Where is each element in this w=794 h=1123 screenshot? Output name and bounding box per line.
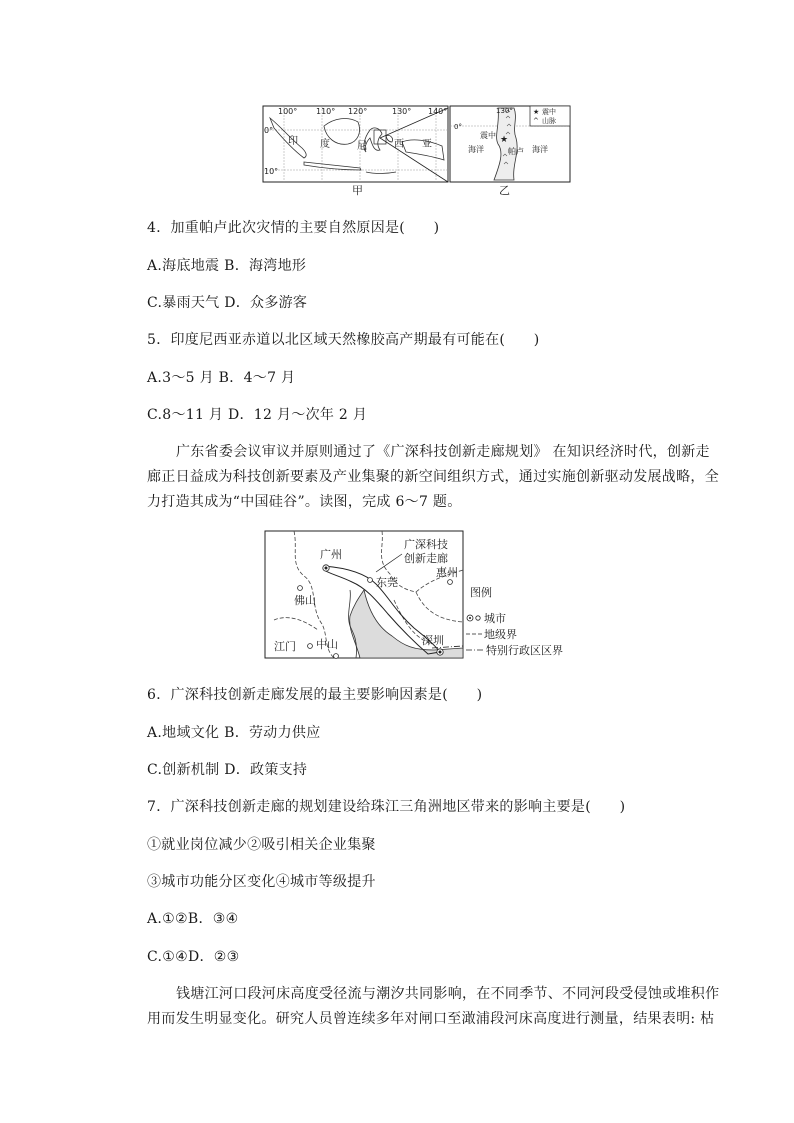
passage-1-line-1: 广东省委会议审议并原则通过了《广深科技创新走廊规划》 在知识经济时代，创新走 <box>176 444 710 460</box>
yi-place-ocean-left: 海洋 <box>468 145 484 154</box>
city-marker-dongguan <box>368 578 373 583</box>
city-marker-foshan <box>298 586 303 591</box>
lon-label-100: 100° <box>278 107 298 116</box>
place-label-ya: 亚 <box>422 139 432 150</box>
city-label-jiangmen: 江门 <box>274 640 296 653</box>
question-5-options-cd: C.8～11 月 D．12 月～次年 2 月 <box>147 407 368 423</box>
question-7-stem: 7．广深科技创新走廊的规划建设给珠江三角洲地区带来的影响主要是( ) <box>147 799 626 815</box>
lon-label-130: 130° <box>392 107 412 116</box>
yi-lon-label-130: 130° <box>496 107 513 115</box>
question-7-statements-2: ③城市功能分区变化④城市等级提升 <box>147 874 376 890</box>
question-7-options-cd: C.①④D．②③ <box>147 949 240 965</box>
legend-city-label: 城市 <box>484 612 506 625</box>
legend-label-mountain: 山脉 <box>542 117 556 125</box>
corridor-label-line-2: 创新走廊 <box>404 552 448 565</box>
city-marker-huizhou <box>448 580 453 585</box>
question-6-options-cd: C.创新机制 D．政策支持 <box>147 762 308 778</box>
city-label-shenzhen: 深圳 <box>422 634 444 647</box>
question-5-options-ab: A.3～5 月 B．4～7 月 <box>147 370 296 386</box>
city-label-foshan: 佛山 <box>294 594 316 607</box>
city-label-dongguan: 东莞 <box>376 576 398 589</box>
city-label-guangzhou: 广州 <box>320 548 342 561</box>
yi-place-palu: 帕卢 <box>508 147 524 156</box>
legend-mountain-icon: ^ <box>533 117 539 125</box>
legend-star-icon: ★ <box>533 108 540 116</box>
city-marker-zhongshan <box>334 654 339 659</box>
passage-2-line-1: 钱塘江河口段河床高度受径流与潮汐共同影响，在不同季节、不同河段受侵蚀或堆积作 <box>176 986 720 1002</box>
caption-jia: 甲 <box>352 184 363 196</box>
yi-place-epicenter: 震中 <box>480 131 496 140</box>
lon-label-140: 140° <box>428 107 448 116</box>
passage-1-line-3: 力打造其成为“中国硅谷”。读图，完成 6～7 题。 <box>147 494 462 510</box>
legend-label-epicenter: 震中 <box>542 108 556 116</box>
lon-label-110: 110° <box>316 107 336 116</box>
lat-label-0: 0° <box>264 126 274 135</box>
legend-title: 图例 <box>470 586 492 599</box>
passage-1-line-2: 廊正日益成为科技创新要素及产业集聚的新空间组织方式，通过实施创新驱动发展战略，全 <box>147 469 719 485</box>
legend-boundary-label: 地级界 <box>484 628 517 641</box>
place-label-xi: 西 <box>394 139 404 150</box>
question-6-stem: 6．广深科技创新走廊发展的最主要影响因素是( ) <box>147 687 483 703</box>
yi-place-ocean-right: 海洋 <box>532 145 548 154</box>
question-6-options-ab: A.地域文化 B．劳动力供应 <box>147 725 321 741</box>
legend-sar-boundary-label: 特别行政区区界 <box>486 644 563 657</box>
lat-label-10: 10° <box>264 167 279 176</box>
caption-yi: 乙 <box>499 184 510 196</box>
question-7-options-ab: A.①②B．③④ <box>147 911 239 927</box>
indonesia-map-figure <box>262 104 572 196</box>
place-label-ni: 尼 <box>357 141 367 152</box>
question-5-stem: 5．印度尼西亚赤道以北区域天然橡胶高产期最有可能在( ) <box>147 332 540 348</box>
corridor-map-figure <box>264 530 596 660</box>
corridor-label-line-1: 广深科技 <box>404 538 448 551</box>
legend-city-minor-icon <box>476 616 480 620</box>
question-4-options-cd: C.暴雨天气 D．众多游客 <box>147 295 308 311</box>
epicenter-star-icon: ★ <box>500 135 509 145</box>
question-4-stem: 4．加重帕卢此次灾情的主要自然原因是( ) <box>147 220 440 236</box>
question-4-options-ab: A.海底地震 B．海湾地形 <box>147 258 307 274</box>
city-marker-jiangmen <box>308 644 313 649</box>
passage-2-line-2: 用而发生明显变化。研究人员曾连续多年对闸口至澉浦段河床高度进行测量，结果表明: 枯 <box>147 1011 715 1027</box>
lon-label-120: 120° <box>348 107 368 116</box>
city-label-huizhou: 惠州 <box>436 566 458 579</box>
question-7-statements-1: ①就业岗位减少②吸引相关企业集聚 <box>147 837 376 853</box>
place-label-du: 度 <box>320 139 330 150</box>
yi-lat-label-0: 0° <box>454 123 462 131</box>
place-label-yin: 印 <box>288 136 298 147</box>
city-label-zhongshan: 中山 <box>316 638 338 651</box>
